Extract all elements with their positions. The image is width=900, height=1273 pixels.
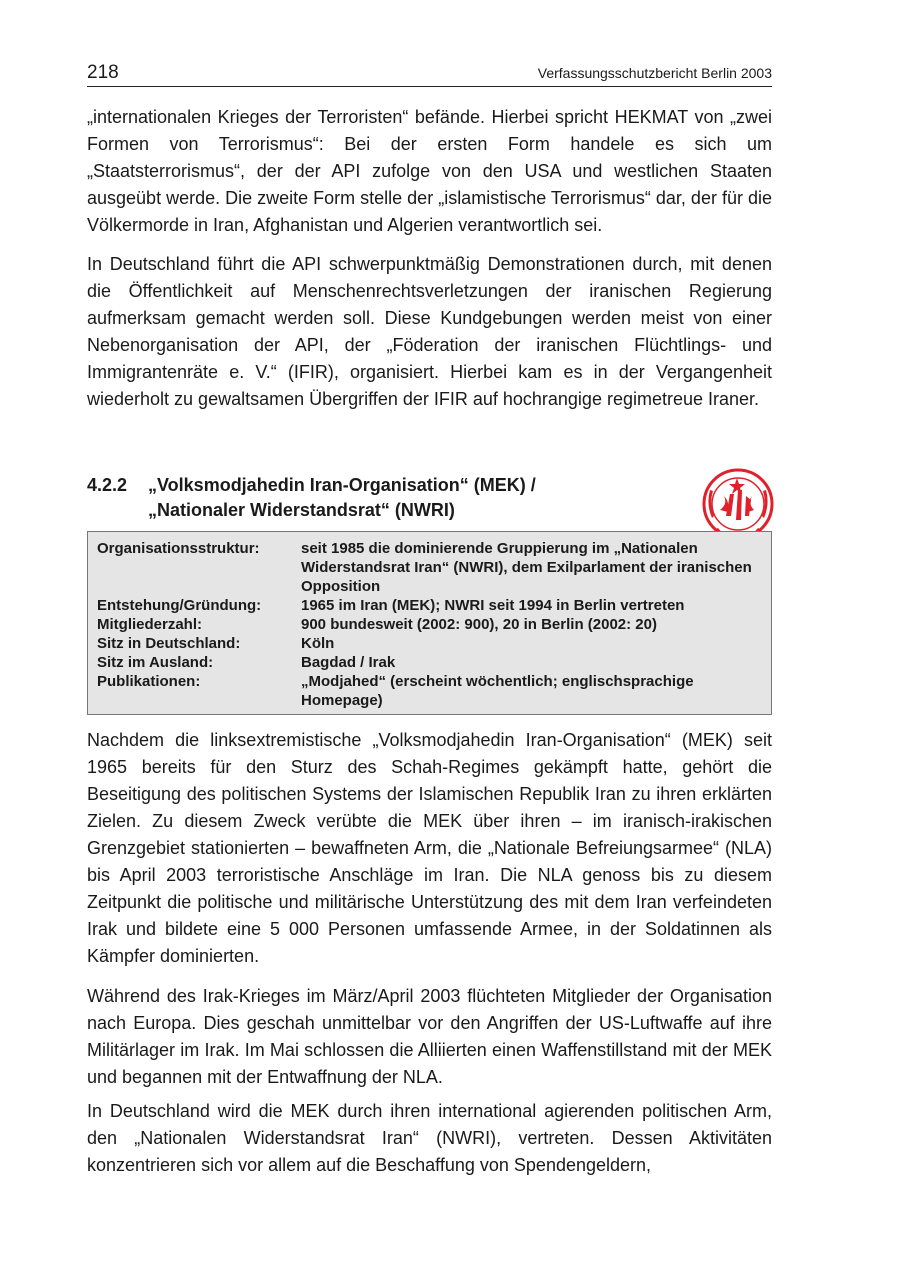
paragraph: In Deutschland führt die API schwerpunktmäßig Demonstrationen durch, mit denen die Öffentlichkeit auf Menschenrechtsverletzungen der iranischen Regierung aufmerksam gemacht werden soll. Diese Kundgebungen werden meist von einer Nebenorganisation der API, der „Föderation der iranischen Flüchtlings- und Immigrantenräte e. V.“ (IFIR), organisiert. Hierbei kam es in der Vergangenheit wiederholt zu gewaltsamen Übergriffen der IFIR auf hochrangige regimetreue Iraner. — [87, 254, 772, 409]
paragraph: „internationalen Krieges der Terroristen“ befände. Hierbei spricht HEKMAT von „zwei Formen von Terrorismus“: Bei der ersten Form handele es sich um „Staatsterrorismus“, der der API zufolge von den USA und westlichen Staaten ausgeübt werde. Die zweite Form stelle der „islamistische Terrorismus“ dar, der für die Völkermorde in Iran, Afghanistan und Algerien verantwortlich sei. — [87, 107, 772, 235]
info-label: Organisationsstruktur: — [97, 540, 260, 557]
section-title — [148, 473, 688, 523]
info-label: Sitz im Ausland: — [97, 654, 214, 671]
info-label: Publikationen: — [97, 673, 201, 690]
info-value: Köln — [301, 635, 335, 652]
info-value: 1965 im Iran (MEK); NWRI seit 1994 in Berlin vertreten — [301, 597, 685, 614]
info-label: Mitgliederzahl: — [97, 616, 203, 633]
info-label: Entstehung/Gründung: — [97, 597, 262, 614]
section-number: 4.2.2 — [87, 475, 128, 495]
info-value: 900 bundesweit (2002: 900), 20 in Berlin (2002: 20) — [301, 616, 657, 633]
paragraph: Während des Irak-Krieges im März/April 2003 flüchteten Mitglieder der Organisation nach Europa. Dies geschah unmittelbar vor den Angriffen der US-Luftwaffe auf ihre Militärlager im Irak. Im Mai schlossen die Alliierten einen Waffenstillstand mit der MEK und begannen mit der Entwaffnung der NLA. — [87, 986, 772, 1087]
page-header — [87, 62, 772, 87]
paragraph: Nachdem die linksextremistische „Volksmodjahedin Iran-Organisation“ (MEK) seit 1965 bereits für den Sturz des Schah-Regimes gekämpft hatte, gehört die Beseitigung des politischen Systems der Islamischen Republik Iran zu ihren erklärten Zielen. Zu diesem Zweck verübte die MEK über ihren – im iranisch-irakischen Grenzgebiet stationierten – bewaffneten Arm, die „Nationale Befreiungsarmee“ (NLA) bis April 2003 terroristische Anschläge im Iran. Die NLA genoss bis zu diesem Zeitpunkt die politische und militärische Unterstützung des mit dem Iran verfeindeten Irak und bildete eine 5 000 Personen umfassende Armee, in der Soldatinnen als Kämpfer dominierten. — [87, 730, 772, 966]
info-value: „Modjahed“ (erscheint wöchentlich; englischsprachige Homepage) — [301, 673, 694, 709]
organization-info-box — [87, 531, 772, 715]
section-title-line: „Volksmodjahedin Iran-Organisation“ (MEK) / — [148, 475, 536, 495]
info-label: Sitz in Deutschland: — [97, 635, 241, 652]
section-title-line: „Nationaler Widerstandsrat“ (NWRI) — [148, 500, 455, 520]
info-value: Bagdad / Irak — [301, 654, 396, 671]
info-value: seit 1985 die dominierende Gruppierung im „Nationalen Widerstandsrat Iran“ (NWRI), dem Exilparlament der iranischen Opposition — [301, 540, 752, 595]
running-title: Verfassungsschutzbericht Berlin 2003 — [537, 65, 772, 81]
paragraph: In Deutschland wird die MEK durch ihren international agierenden politischen Arm, den „Nationalen Widerstandsrat Iran“ (NWRI), vertreten. Dessen Aktivitäten konzentrieren sich vor allem auf die Beschaffung von Spendengeldern, — [87, 1101, 772, 1175]
page-number: 218 — [87, 62, 119, 83]
